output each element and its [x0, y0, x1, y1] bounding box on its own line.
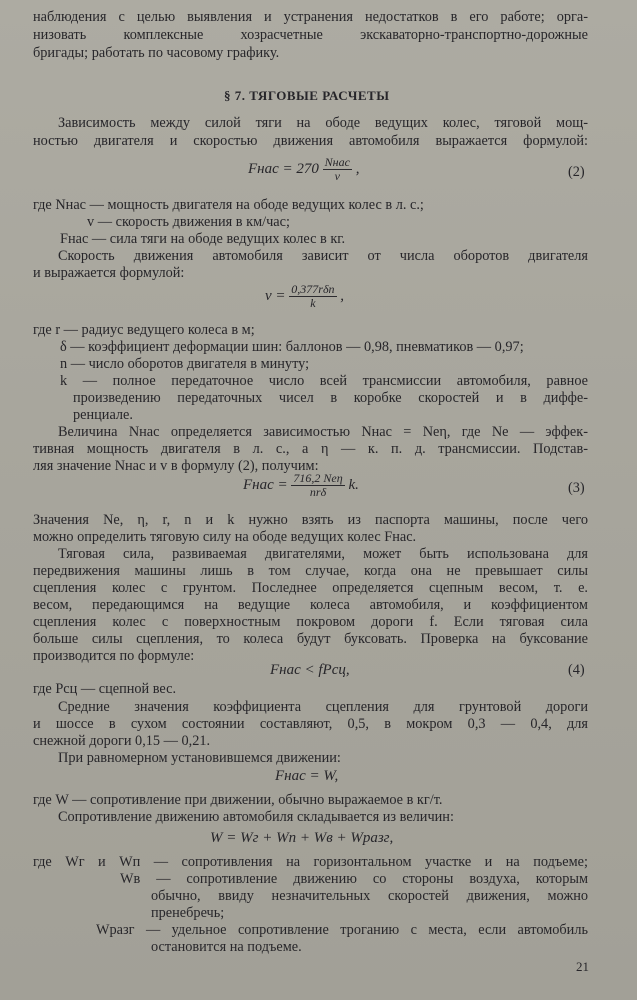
eq3-lhs: Fнас =: [243, 476, 288, 493]
equation-6: W = Wг + Wп + Wв + Wразг,: [210, 830, 394, 846]
equation-number-2: (2): [568, 164, 585, 180]
text-line: Величина Nнас определяется зависимостью Nнас = Neη, где Ne — эффек-: [58, 424, 588, 440]
eq3-fraction: [291, 472, 344, 499]
equation-5: Fнас = W,: [275, 768, 339, 784]
text-line: Значения Ne, η, r, n и k нужно взять из паспорта машины, после чего: [33, 512, 588, 528]
definition-line: Fнас — сила тяги на ободе ведущих колес в кг.: [60, 231, 346, 247]
text-line: Сопротивление движению автомобиля складывается из величин:: [58, 809, 454, 825]
text-line: можно определить тяговую силу на ободе ведущих колес Fнас.: [33, 529, 417, 545]
eq3-tail: k.: [348, 476, 359, 493]
text-line: передвижения машины лишь в том случае, когда она не превышает силы: [33, 563, 588, 579]
eqv-numerator: 0,377rδn: [291, 282, 335, 296]
definition-line: где r — радиус ведущего колеса в м;: [33, 322, 255, 338]
equation-velocity: [265, 283, 344, 310]
eqv-fraction: [289, 283, 336, 310]
text-line: бригады; работать по часовому графику.: [33, 45, 280, 61]
text-line: низовать комплексные хозрасчетные экскаваторно-транспортно-дорожные: [33, 27, 588, 43]
equation-number-3: (3): [568, 480, 585, 496]
definition-line: n — число оборотов двигателя в минуту;: [60, 356, 310, 372]
definition-line: Wразг — удельное сопротивление троганию с места, если автомобиль: [96, 922, 588, 938]
text-line: При равномерном установившемся движении:: [58, 750, 341, 766]
definition-line: ренциале.: [73, 407, 133, 423]
eqv-denominator: k: [310, 296, 316, 310]
definition-line: обычно, ввиду незначительных скоростей движения, можно: [151, 888, 588, 904]
text-line: и шоссе в сухом состоянии составляют, 0,5, в мокром 0,3 — 0,4, для: [33, 716, 588, 732]
text-line: Зависимость между силой тяги на ободе ведущих колес, тяговой мощ-: [58, 115, 588, 131]
definition-line: Wв — сопротивление движению со стороны воздуха, которым: [120, 871, 588, 887]
text-line: больше силы сцепления, то колеса будут буксовать. Проверка на буксование: [33, 631, 588, 647]
eq2-tail: ,: [355, 160, 360, 177]
definition-line: где Nнас — мощность двигателя на ободе ведущих колес в л. с.;: [33, 197, 424, 213]
definition-line: пренебречь;: [151, 905, 225, 921]
text-line: Тяговая сила, развиваемая двигателями, может быть использована для: [58, 546, 588, 562]
equation-4: Fнас < fPсц,: [270, 662, 350, 678]
section-title: § 7. ТЯГОВЫЕ РАСЧЕТЫ: [224, 88, 390, 103]
eqv-lhs: v =: [265, 287, 286, 304]
text-line: ляя значение Nнас и v в формулу (2), получим:: [33, 458, 319, 474]
definition-line: δ — коэффициент деформации шин: баллонов — 0,98, пневматиков — 0,97;: [60, 339, 524, 355]
definition-line: произведению передаточных чисел в коробке скоростей и в диффе-: [73, 390, 588, 406]
eqv-tail: ,: [340, 287, 345, 304]
text-line: Скорость движения автомобиля зависит от числа оборотов двигателя: [58, 248, 588, 264]
equation-3: [243, 472, 359, 499]
eq2-numerator: Nнас: [324, 155, 350, 169]
definition-line: где Wг и Wп — сопротивления на горизонтальном участке и на подъеме;: [33, 854, 588, 870]
eq3-denominator: nrδ: [309, 485, 327, 499]
equation-number-4: (4): [568, 662, 585, 678]
text-line: Средние значения коэффициента сцепления для грунтовой дороги: [58, 699, 588, 715]
text-line: тивная мощность двигателя в л. с., а η — к. п. д. трансмиссии. Подстав-: [33, 441, 588, 457]
text-line: снежной дороги 0,15 — 0,21.: [33, 733, 211, 749]
text-line: ностью двигателя и скоростью движения автомобиля выражается формулой:: [33, 133, 588, 149]
definition-line: k — полное передаточное число всей трансмиссии автомобиля, равное: [60, 373, 588, 389]
definition-line: где W — сопротивление при движении, обычно выражаемое в кг/т.: [33, 792, 443, 808]
eq2-denominator: v: [334, 169, 340, 183]
text-line: и выражается формулой:: [33, 265, 185, 281]
definition-line: остановится на подъеме.: [151, 939, 302, 955]
text-line: производится по формуле:: [33, 648, 195, 664]
page-number: 21: [576, 959, 589, 974]
text-line: сцепления колес с грунтом. Последнее определяется сцепным весом, т. е.: [33, 580, 588, 596]
equation-2: [248, 156, 359, 183]
text-line: наблюдения с целью выявления и устранения недостатков в его работе; орга-: [33, 9, 588, 25]
eq2-fraction: [323, 156, 352, 183]
definition-line: v — скорость движения в км/час;: [87, 214, 290, 230]
text-line: весом, передающимся на ведущие колеса автомобиля, и коэффициентом: [33, 597, 588, 613]
eq3-numerator: 716,2 Neη: [293, 471, 343, 485]
text-line: сцепления колес с поверхностным покровом дороги f. Если тяговая сила: [33, 614, 588, 630]
eq2-lhs: Fнас = 270: [248, 160, 319, 177]
definition-line: где Pсц — сцепной вес.: [33, 681, 177, 697]
